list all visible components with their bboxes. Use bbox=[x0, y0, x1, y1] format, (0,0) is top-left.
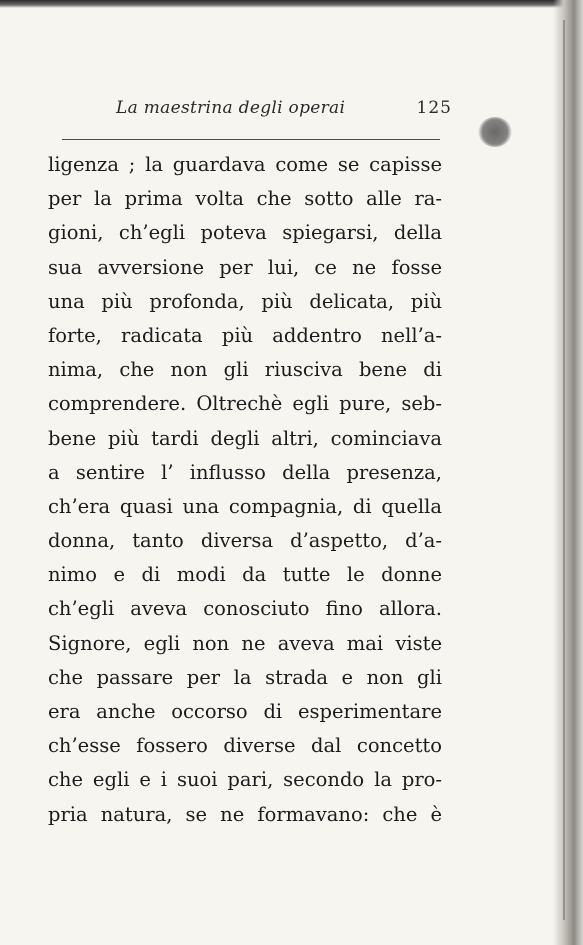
page-header bbox=[52, 94, 458, 124]
running-title: La maestrina degli operai bbox=[116, 98, 346, 118]
text-line: per la prima volta che sotto alle ra- bbox=[48, 187, 442, 211]
text-line: pria natura, se ne formavano: che è bbox=[48, 802, 442, 826]
text-line: a sentire l’ influsso della presenza, bbox=[48, 460, 442, 484]
text-line: nima, che non gli riusciva bene di bbox=[48, 358, 442, 382]
text-line: comprendere. Oltrechè egli pure, seb- bbox=[48, 392, 442, 416]
text-line: ch’era quasi una compagnia, di quella bbox=[48, 494, 442, 518]
text-line: che passare per la strada e non gli bbox=[48, 665, 442, 689]
text-line: sua avversione per lui, ce ne fosse bbox=[48, 255, 442, 279]
text-line: forte, radicata più addentro nell’a- bbox=[48, 323, 442, 347]
text-line: era anche occorso di esperimentare bbox=[48, 700, 442, 723]
page-number: 125 bbox=[416, 98, 452, 118]
header-rule bbox=[62, 139, 440, 140]
text-line: bene più tardi degli altri, cominciava bbox=[48, 426, 442, 450]
body-text bbox=[48, 148, 442, 832]
scan-right-edge bbox=[553, 0, 583, 945]
scan-top-edge bbox=[0, 0, 583, 8]
text-line: che egli e i suoi pari, secondo la pro- bbox=[48, 768, 442, 792]
text-line: ch’esse fossero diverse dal concetto bbox=[48, 734, 442, 758]
text-line: una più profonda, più delicata, più bbox=[48, 289, 442, 313]
text-line: gioni, ch’egli poteva spiegarsi, della bbox=[48, 221, 442, 245]
text-line: ch’egli aveva conosciuto fino allora. bbox=[48, 597, 442, 621]
text-line: Signore, egli non ne aveva mai viste bbox=[48, 631, 442, 655]
text-line: ligenza ; la guardava come se capisse bbox=[48, 153, 442, 176]
text-line: donna, tanto diversa d’aspetto, d’a- bbox=[48, 529, 442, 553]
text-line: nimo e di modi da tutte le donne bbox=[48, 563, 442, 587]
page-gutter-line bbox=[563, 20, 565, 920]
ink-blot bbox=[478, 117, 512, 147]
